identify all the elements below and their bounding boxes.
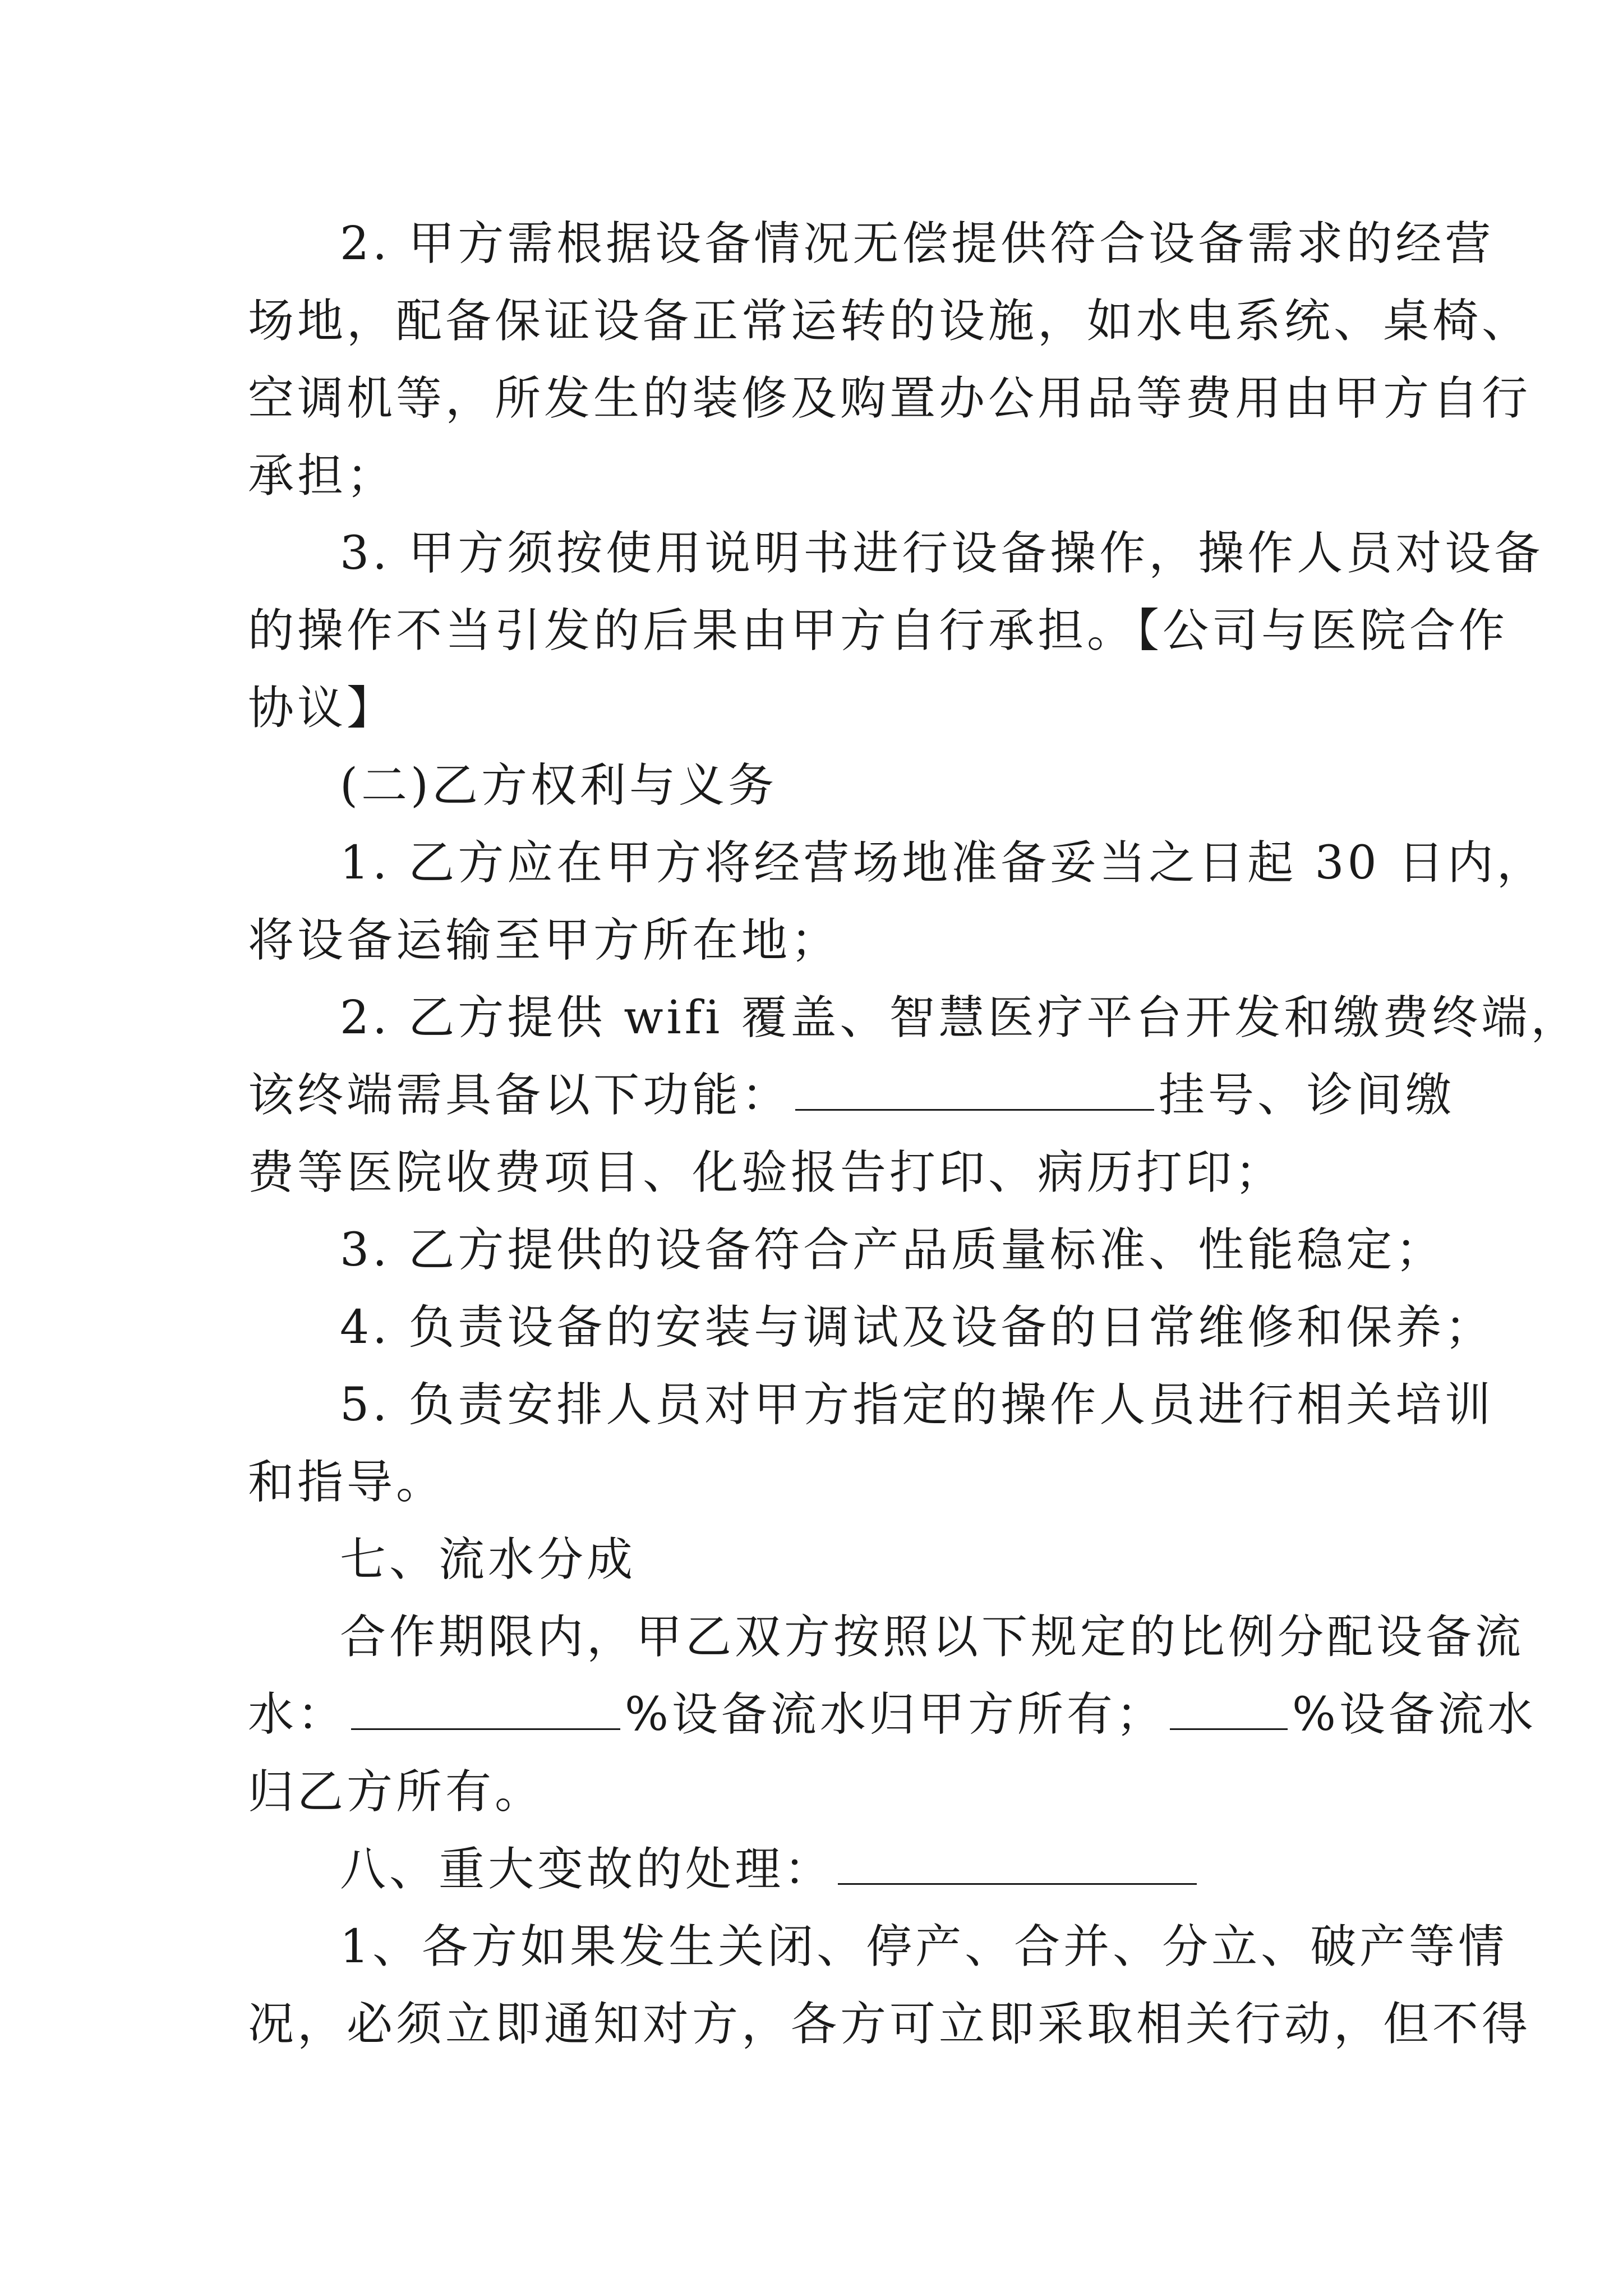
text-line: 将设备运输至甲方所在地； — [248, 914, 841, 967]
text-segment: 八、重大变故的处理： — [340, 1843, 834, 1896]
text-line: 协议】 — [248, 682, 396, 735]
text-line — [248, 1057, 1455, 1134]
text-line: 和指导。 — [248, 1456, 446, 1509]
clause-b1-transport — [248, 825, 1546, 979]
section-heading-party-b — [248, 747, 1386, 825]
text-segment: 挂号、诊间缴 — [1159, 1069, 1455, 1122]
text-line: 1. 乙方应在甲方将经营场地准备妥当之日起 30 日内， — [340, 836, 1546, 890]
clause-b2-terminal — [248, 979, 1580, 1212]
text-line: 合作期限内，甲乙双方按照以下规定的比例分配设备流 — [340, 1611, 1525, 1664]
clause-b5-training — [248, 1366, 1495, 1521]
clause-revenue-split — [248, 1599, 1537, 1831]
section-heading-major-change — [248, 1831, 1386, 1908]
text-line: 3. 乙方提供的设备符合产品质量标准、性能稳定； — [340, 1223, 1445, 1277]
text-line: 费等医院收费项目、化验报告打印、病历打印； — [248, 1146, 1285, 1199]
section-heading — [248, 1831, 1386, 1908]
text-line: 2. 乙方提供 wifi 覆盖、智慧医疗平台开发和缴费终端， — [340, 991, 1580, 1045]
text-line: 4. 负责设备的安装与调试及设备的日常维修和保养； — [340, 1301, 1495, 1354]
section-heading: (二)乙方权利与义务 — [340, 759, 777, 812]
fill-in-blank[interactable] — [795, 1073, 1154, 1111]
text-line: 2. 甲方需根据设备情况无偿提供符合设备需求的经营 — [340, 217, 1495, 270]
clause-3-operation — [248, 515, 1544, 747]
fill-in-blank[interactable] — [838, 1847, 1197, 1885]
document-body — [248, 205, 1580, 2063]
section-heading: 七、流水分成 — [340, 1533, 637, 1586]
clause-2-venue — [248, 205, 1532, 515]
text-segment: %设备流水归甲方所有； — [625, 1688, 1165, 1741]
clause-major-change-1 — [248, 1908, 1532, 2063]
fill-in-blank-party-b-percent[interactable] — [1170, 1692, 1288, 1730]
section-heading-revenue-share — [248, 1521, 1386, 1599]
text-line: 3. 甲方须按使用说明书进行设备操作，操作人员对设备 — [340, 527, 1544, 580]
text-segment: %设备流水 — [1292, 1688, 1537, 1741]
text-line: 5. 负责安排人员对甲方指定的操作人员进行相关培训 — [340, 1378, 1495, 1432]
text-line: 场地，配备保证设备正常运转的设施，如水电系统、桌椅、 — [248, 295, 1532, 348]
clause-b3-quality — [248, 1212, 1445, 1289]
text-segment: 水： — [248, 1688, 347, 1741]
text-line — [248, 1676, 1537, 1754]
text-line: 况，必须立即通知对方，各方可立即采取相关行动，但不得 — [248, 1998, 1532, 2051]
text-line: 承担； — [248, 449, 396, 503]
text-line: 1、各方如果发生关闭、停产、合并、分立、破产等情 — [340, 1920, 1508, 1973]
clause-b4-maintenance — [248, 1289, 1495, 1366]
text-line: 的操作不当引发的后果由甲方自行承担。【公司与医院合作 — [248, 604, 1509, 657]
text-line: 归乙方所有。 — [248, 1765, 545, 1819]
text-line: 空调机等，所发生的装修及购置办公用品等费用由甲方自行 — [248, 372, 1532, 425]
fill-in-blank-party-a-percent[interactable] — [351, 1692, 620, 1730]
text-segment: 该终端需具备以下功能： — [248, 1069, 791, 1122]
